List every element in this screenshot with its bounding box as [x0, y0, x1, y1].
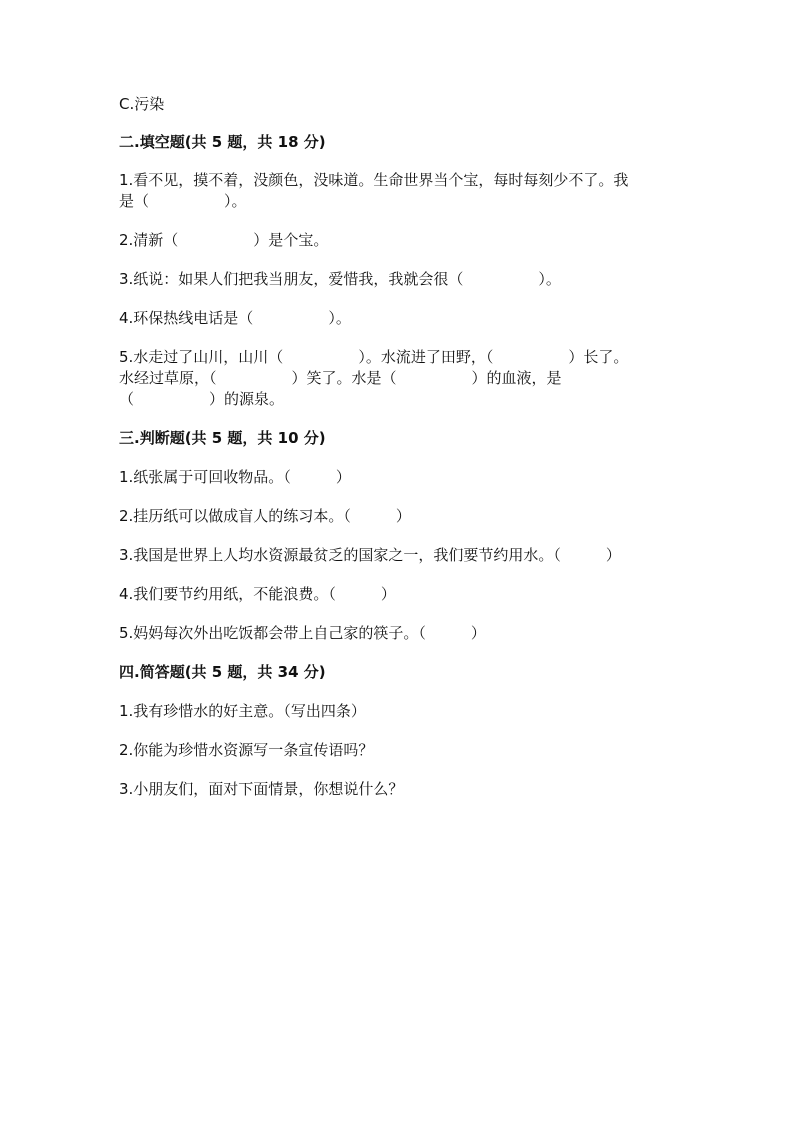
judge-question-4: 4.我们要节约用纸，不能浪费。（ ） [119, 585, 396, 603]
short-question-2: 2.你能为珍惜水资源写一条宣传语吗？ [119, 741, 374, 759]
judge-question-3: 3.我国是世界上人均水资源最贫乏的国家之一，我们要节约用水。（ ） [119, 546, 621, 564]
fill-question-4: 4.环保热线电话是（ ）。 [119, 309, 351, 327]
fill-question-1-line-1: 1.看不见，摸不着，没颜色，没味道。生命世界当个宝，每时每刻少不了。我 [119, 171, 629, 189]
option-c: C.污染 [119, 95, 165, 113]
section-judge-heading: 三.判断题(共 5 题，共 10 分) [119, 429, 326, 447]
judge-question-2: 2.挂历纸可以做成盲人的练习本。（ ） [119, 507, 411, 525]
short-question-1: 1.我有珍惜水的好主意。（写出四条） [119, 702, 366, 720]
section-short-heading: 四.简答题(共 5 题，共 34 分) [119, 663, 326, 681]
fill-question-1-line-2: 是（ ）。 [119, 192, 247, 210]
fill-question-5-line-1: 5.水走过了山川，山川（ ）。水流进了田野，（ ）长了。 [119, 348, 629, 366]
section-fill-heading: 二.填空题(共 5 题，共 18 分) [119, 133, 326, 151]
judge-question-5: 5.妈妈每次外出吃饭都会带上自己家的筷子。（ ） [119, 624, 486, 642]
short-question-3: 3.小朋友们，面对下面情景，你想说什么？ [119, 780, 404, 798]
exam-page [119, 94, 679, 800]
fill-question-5-line-3: （ ）的源泉。 [119, 390, 285, 408]
judge-question-1: 1.纸张属于可回收物品。（ ） [119, 468, 351, 486]
fill-question-2: 2.清新（ ）是个宝。 [119, 231, 329, 249]
fill-question-5-line-2: 水经过草原，（ ）笑了。水是（ ）的血液，是 [119, 369, 562, 387]
fill-question-3: 3.纸说：如果人们把我当朋友，爱惜我，我就会很（ ）。 [119, 270, 561, 288]
